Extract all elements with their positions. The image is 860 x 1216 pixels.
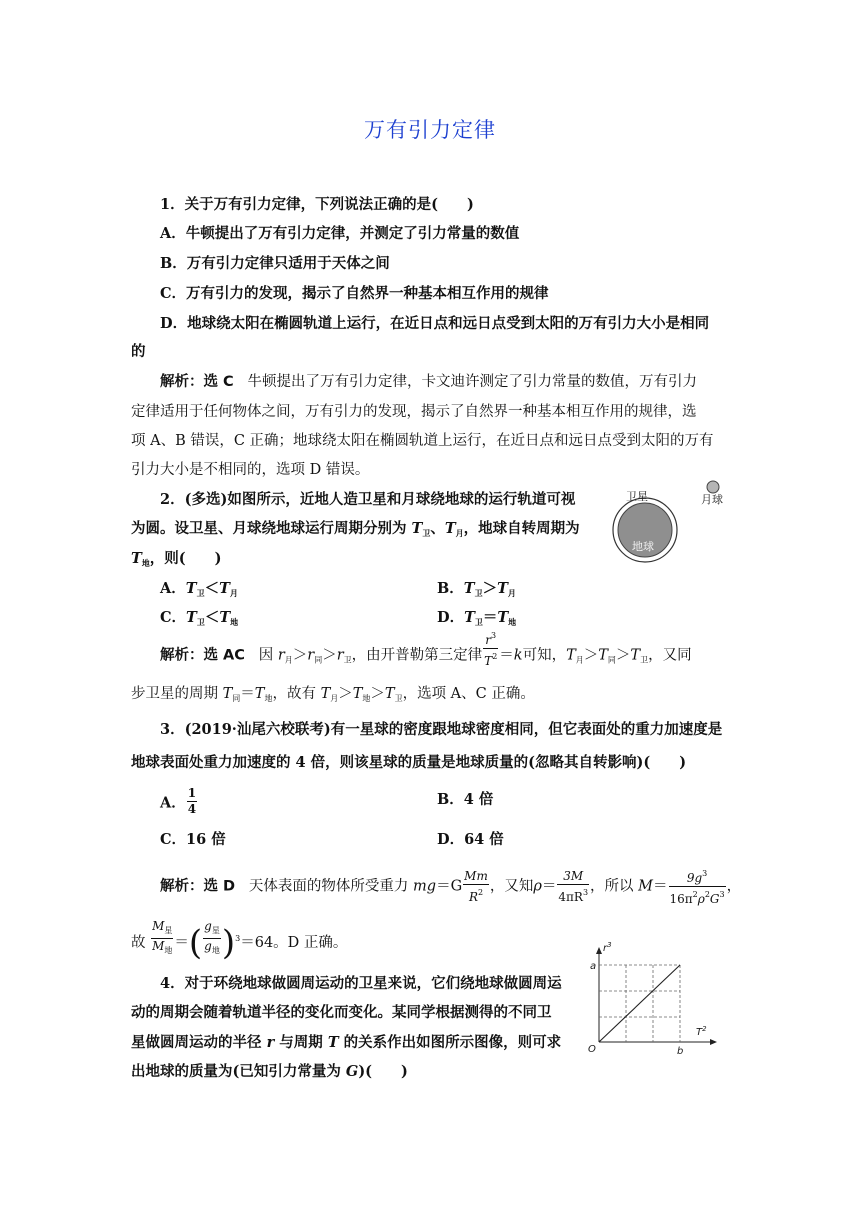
moon-circle <box>707 481 719 493</box>
q3-stem-line2: 地球表面处重力加速度的 4 倍，则该星球的质量是地球质量的(忽略其自转影响)( ) <box>131 754 687 771</box>
q2-analysis-line2: 步卫星的周期 $T_同=T_地$，故有 $T_月>T_地>T_卫$，选项 A、C 正确。 <box>131 686 535 703</box>
tick-a: a <box>590 961 597 972</box>
q2-option-b: B．$T_卫>T_月$ <box>437 580 516 598</box>
satellite-label: 卫星 <box>626 490 648 503</box>
q4-stem-line2: 动的周期会随着轨道半径的变化而变化。某同学根据测得的不同卫 <box>131 1004 552 1021</box>
q3-analysis-line2: 故 $\frac{M_星}{M_地}$ ＝( $\frac{g_星}{g_地}$ )$^3$＝64。D 正确。 <box>131 918 348 963</box>
q1-analysis-line2: 定律适用于任何物体之间，万有引力的发现，揭示了自然界一种基本相互作用的规律，选 <box>131 404 697 420</box>
q4-stem-line4: 出地球的质量为(已知引力常量为 G)( ) <box>131 1063 408 1080</box>
q3-source: (2019·汕尾六校联考) <box>184 721 331 738</box>
q3-option-c: C．16 倍 <box>160 831 226 848</box>
page-title: 万有引力定律 <box>364 118 496 142</box>
q2-option-a: A．$T_卫<T_月$ <box>160 580 238 598</box>
q4-stem-line1: 4．对于环绕地球做圆周运动的卫星来说，它们绕地球做圆周运 <box>160 975 562 992</box>
q1-option-a: A．牛顿提出了万有引力定律，并测定了引力常量的数值 <box>160 225 520 242</box>
q3-stem-line1: 3．(2019·汕尾六校联考)有一星球的密度跟地球密度相同，但它表面处的重力加速度是 <box>160 721 723 738</box>
y-axis-label: $r^3$ <box>603 941 612 954</box>
q2-option-d: D．$T_卫=T_地$ <box>437 609 517 627</box>
origin-label: O <box>588 1044 596 1055</box>
q1-stem: 1．关于万有引力定律，下列说法正确的是( ) <box>160 196 474 213</box>
q3-option-d: D．64 倍 <box>437 831 504 848</box>
moon-label: 月球 <box>701 493 723 506</box>
earth-label: 地球 <box>632 540 654 553</box>
q3-option-b: B．4 倍 <box>437 791 494 808</box>
kepler-fraction: $\frac{r^3}{T^2}$ <box>483 628 498 669</box>
q3-analysis-line1: 解析：选 D 天体表面的物体所受重力 mg＝G $\frac{Mm}{R^2}$ ，又知ρ＝ $\frac{3M}{4\pi R^3}$ ，所以 M＝ $\frac{9g^3}{16\pi^2\rho^2G^3}$ ， <box>160 866 741 907</box>
q2-multi-tag: (多选) <box>184 491 228 508</box>
q2-stem-line3: $T_地$，则( ) <box>131 550 222 568</box>
q2-analysis-label: 解析：选 AC <box>160 647 245 664</box>
q3-option-a: A． $\frac{1}{4}$ <box>160 786 197 816</box>
q2-stem-line2: 为圆。设卫星、月球绕地球运行周期分别为 $T_卫$、$T_月$，地球自转周期为 <box>131 520 580 538</box>
x-axis-label: $T^2$ <box>696 1025 707 1038</box>
tick-b: b <box>677 1046 684 1057</box>
x-axis-arrow <box>710 1039 717 1045</box>
q1-analysis-line4: 引力大小是不相同的，选项 D 错误。 <box>131 462 370 478</box>
y-axis-arrow <box>596 947 602 954</box>
q1-option-c: C．万有引力的发现，揭示了自然界一种基本相互作用的规律 <box>160 285 549 302</box>
data-line <box>599 965 680 1042</box>
q1-option-b: B．万有引力定律只适用于天体之间 <box>160 255 390 272</box>
q2-stem-line1: 2．(多选)如图所示，近地人造卫星和月球绕地球的运行轨道可视 <box>160 491 576 508</box>
q4-stem-line3: 星做圆周运动的半径 r 与周期 T 的关系作出如图所示图像，则可求 <box>131 1034 562 1051</box>
q3-analysis-label: 解析：选 D <box>160 878 236 895</box>
r3-t2-graph <box>584 940 724 1058</box>
q1-option-d-cont: 的 <box>131 343 146 360</box>
q1-analysis-label: 解析：选 C <box>160 374 234 390</box>
orbit-figure <box>605 478 735 563</box>
q2-analysis-line1: 解析：选 AC 因 $r_月>r_同>r_卫$，由开普勒第三定律 $\frac{r^3}{T^2}$ ＝k可知，$T_月>T_同>T_卫$，又同 <box>160 642 692 671</box>
q1-option-d: D．地球绕太阳在椭圆轨道上运行，在近日点和远日点受到太阳的万有引力大小是相同 <box>160 315 710 332</box>
q1-analysis-line1: 解析：选 C 牛顿提出了万有引力定律，卡文迪许测定了引力常量的数值，万有引力 <box>160 374 698 390</box>
q1-analysis-line3: 项 A、B 错误，C 正确；地球绕太阳在椭圆轨道上运行，在近日点和远日点受到太阳的万有 <box>131 433 714 449</box>
q2-option-c: C．$T_卫<T_地$ <box>160 609 239 627</box>
